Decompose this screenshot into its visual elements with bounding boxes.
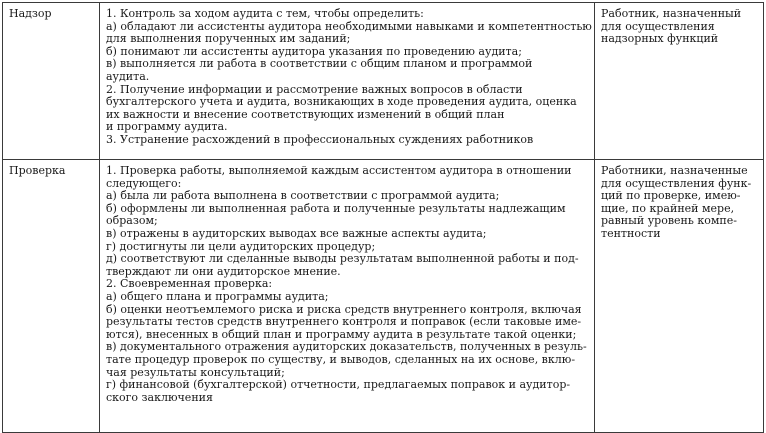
content-line: тате процедур проверок по существу, и выводов, сделанных на их основе, вклю- — [106, 352, 576, 366]
responsible-line: равный уровень компе- — [601, 214, 737, 228]
responsible-line: тентности — [601, 226, 661, 240]
content-line: 1. Проверка работы, выполняемой каждым ассистентом аудитора в отношении — [106, 164, 572, 177]
content-line: 3. Устранение расхождений в профессиональных суждениях работников — [106, 132, 534, 146]
table-row-nadzor — [3, 3, 764, 160]
content-line: результаты тестов средств внутреннего контроля и поправок (если таковые име- — [106, 315, 582, 329]
responsible-line: Работники, назначенные — [601, 164, 748, 177]
content-line: в) выполняется ли работа в соответствии с общим планом и программой — [106, 57, 533, 71]
content-line: и программу аудита. — [106, 120, 228, 134]
content-line: ются), внесенных в общий план и программу аудита в результате такой оценки; — [106, 327, 577, 341]
content-line: 2. Получение информации и рассмотрение важных вопросов в области — [106, 82, 523, 96]
content-line: а) общего плана и программы аудита; — [106, 289, 329, 303]
responsible-line: щие, по крайней мере, — [601, 201, 735, 215]
content-line: аудита. — [106, 69, 150, 83]
responsible-line: для осуществления функ- — [601, 176, 752, 190]
content-line: а) была ли работа выполнена в соответствии с программой аудита; — [106, 189, 500, 203]
content-line: б) оценки неотъемлемого риска и риска средств внутреннего контроля, включая — [106, 302, 582, 316]
content-line: 1. Контроль за ходом аудита с тем, чтобы определить: — [106, 7, 424, 20]
content-line: в) отражены в аудиторских выводах все важные аспекты аудита; — [106, 226, 487, 240]
stage-cell — [3, 160, 100, 433]
content-line: д) соответствуют ли сделанные выводы результатам выполненной работы и под- — [106, 252, 579, 266]
content-line: б) оформлены ли выполненная работа и полученные результаты надлежащим — [106, 201, 566, 215]
content-line: чая результаты консультаций; — [106, 365, 285, 379]
content-line: в) документального отражения аудиторских доказательств, полученных в резуль- — [106, 340, 587, 354]
responsible-line: для осуществления — [601, 19, 715, 33]
responsible-line: ций по проверке, имею- — [601, 189, 741, 203]
content-line: следующего: — [106, 176, 182, 190]
stage-label: Надзор — [9, 7, 52, 20]
content-line: г) достигнуты ли цели аудиторских процедур; — [106, 239, 376, 253]
content-line: г) финансовой (бухгалтерской) отчетности, предлагаемых поправок и аудитор- — [106, 378, 571, 392]
content-line: их важности и внесение соответствующих изменений в общий план — [106, 107, 505, 121]
content-cell — [100, 160, 595, 433]
responsible-cell — [595, 3, 764, 160]
content-line: бухгалтерского учета и аудита, возникающих в ходе проведения аудита, оценка — [106, 95, 577, 109]
stage-label: Проверка — [9, 164, 66, 177]
responsible-line: надзорных функций — [601, 32, 719, 46]
responsible-cell — [595, 160, 764, 433]
content-line: тверждают ли они аудиторское мнение. — [106, 264, 341, 278]
table-row-proverka — [3, 160, 764, 433]
content-line: б) понимают ли ассистенты аудитора указания по проведению аудита; — [106, 44, 522, 58]
audit-stages-table — [2, 2, 764, 433]
content-line: 2. Своевременная проверка: — [106, 277, 273, 291]
content-line: а) обладают ли ассистенты аудитора необходимыми навыками и компетентностью — [106, 19, 592, 33]
content-cell — [100, 3, 595, 160]
content-line: образом; — [106, 214, 158, 228]
content-line: для выполнения порученных им заданий; — [106, 32, 351, 46]
responsible-line: Работник, назначенный — [601, 7, 742, 20]
content-line: ского заключения — [106, 390, 213, 404]
stage-cell — [3, 3, 100, 160]
